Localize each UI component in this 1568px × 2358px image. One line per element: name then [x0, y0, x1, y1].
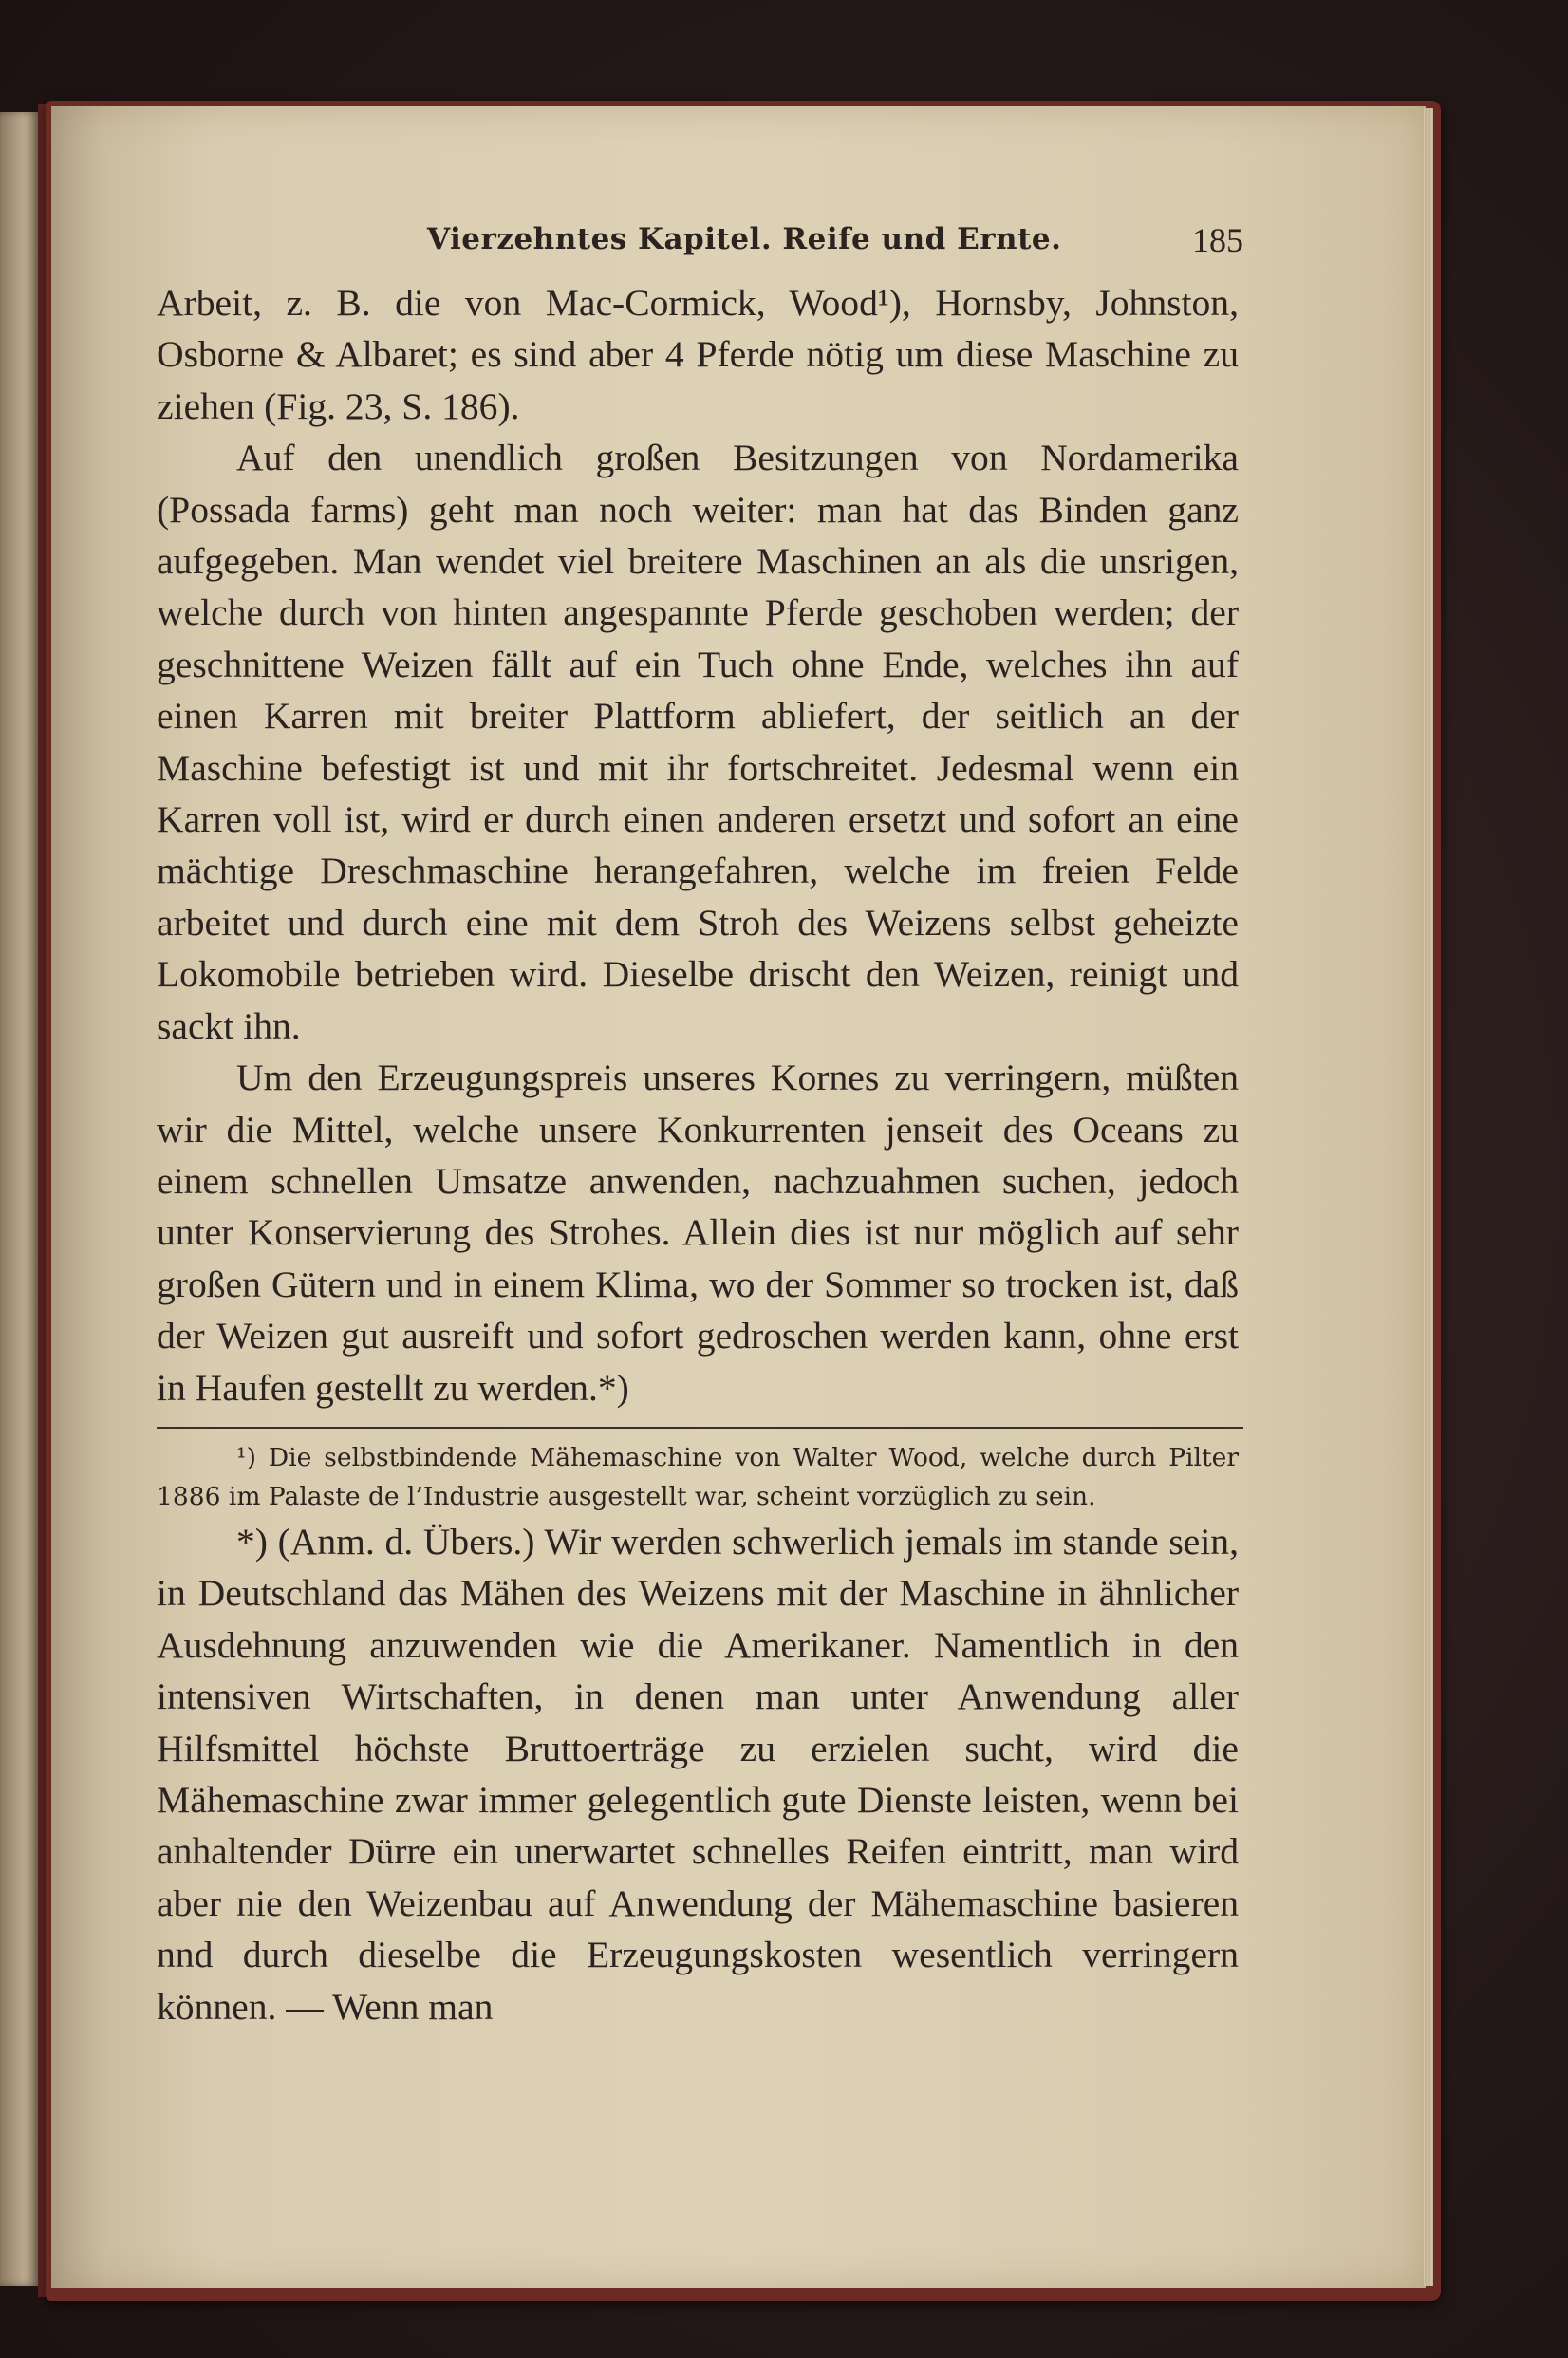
paragraph-3: Um den Erzeugungspreis unseres Kornes zu verringern, müßten wir die Mittel, welche unsere Konkurrenten jenseit des Oceans zu einem schnellen Umsatze anwenden, nachzuahmen suchen, jedoch unter Konservierung des Strohes. Allein dies ist nur möglich auf sehr großen Gütern und in einem Klima, wo der Sommer so trocken ist, daß der Weizen gut ausreift und sofort gedroschen werden kann, ohne erst in Haufen gestellt zu werden.*)	[157, 1057, 1239, 1409]
page-number: 185	[1192, 221, 1243, 259]
left-page-edge	[0, 112, 38, 2286]
main-text	[157, 277, 1239, 1413]
page-header	[157, 211, 1243, 277]
paragraph-1: Arbeit, z. B. die von Mac-Cormick, Wood¹), Hornsby, Johnston, Osborne & Albaret; es sind aber 4 Pferde nötig um diese Maschine zu ziehen (Fig. 23, S. 186).	[157, 282, 1239, 427]
footnote-2: *) (Anm. d. Übers.) Wir werden schwerlich jemals im stande sein, in Deutschland das Mähen des Weizens mit der Maschine in ähnlicher Ausdehnung anzuwenden wie die Amerikaner. Namentlich in den intensiven Wirtschaften, in denen man unter Anwendung aller Hilfsmittel höchste Bruttoerträge zu erzielen sucht, wird die Mähemaschine zwar immer gelegentlich gute Dienste leisten, wenn bei anhaltender Dürre ein unerwartet schnelles Reifen eintritt, man wird aber nie den Weizenbau auf Anwendung der Mähemaschine basieren nnd durch dieselbe die Erzeugungskosten wesentlich verringern können. — Wenn man	[157, 1520, 1239, 2028]
page-edges	[1424, 108, 1433, 2286]
running-head: Vierzehntes Kapitel. Reife und Ernte.	[427, 222, 1062, 256]
footnote-rule	[157, 1427, 1243, 1429]
footnote-1: ¹) Die selbstbindende Mähemaschine von Walter Wood, welche durch Pilter 1886 im Palaste de l’Industrie ausgestellt war, scheint vorzüglich zu sein.	[157, 1442, 1239, 1511]
page-content	[157, 211, 1243, 2032]
paragraph-2: Auf den unendlich großen Besitzungen von Nordamerika (Possada farms) geht man noch weiter: man hat das Binden ganz aufgegeben. Man wendet viel breitere Maschinen an als die unsrigen, welche durch von hinten angespannte Pferde geschoben werden; der geschnittene Weizen fällt auf ein Tuch ohne Ende, welches ihn auf einen Karren mit breiter Plattform abliefert, der seitlich an der Maschine befestigt ist und mit ihr fortschreitet. Jedesmal wenn ein Karren voll ist, wird er durch einen anderen ersetzt und sofort an eine mächtige Dreschmaschine herangefahren, welche im freien Felde arbeitet und durch eine mit dem Stroh des Weizens selbst geheizte Lokomobile betrieben wird. Dieselbe drischt den Weizen, reinigt und sackt ihn.	[157, 437, 1239, 1047]
